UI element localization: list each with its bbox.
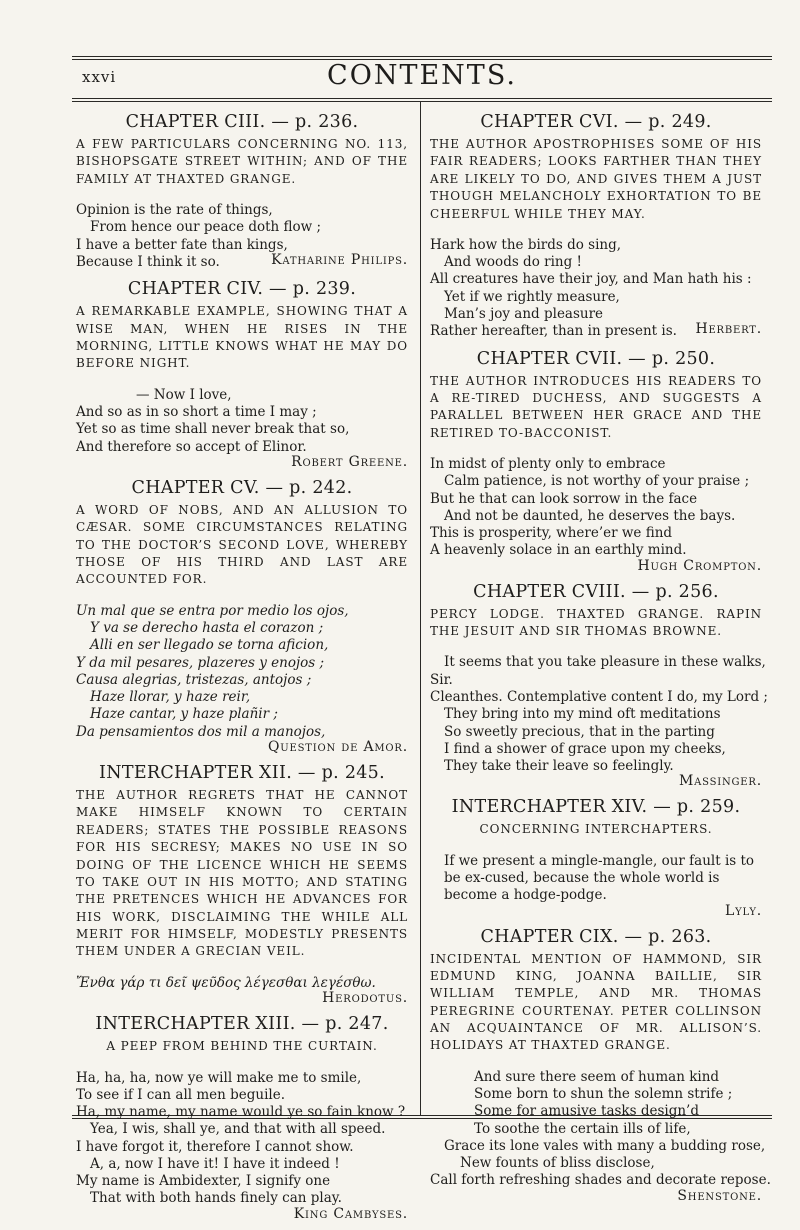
- chapter-title: CHAPTER CVI. — p. 249.: [480, 112, 712, 132]
- verse-line: And sure there seem of human kind: [474, 1068, 720, 1085]
- chapter-title: CHAPTER CIV. — p. 239.: [127, 279, 357, 300]
- epigraph: [76, 202, 408, 271]
- verse-line: Call forth refreshing shades and decorate repose.: [430, 1172, 771, 1189]
- verse-line: Cleanthes. Contemplative content I do, my Lord ;: [430, 689, 768, 706]
- verse-line: Un mal que se entra por medio los ojos,: [76, 602, 349, 619]
- chapter-title: INTERCHAPTER XIII. — p. 247.: [95, 1014, 389, 1035]
- verse-line: Da pensamientos dos mil a manojos,: [76, 723, 326, 740]
- chapter-argument: A PEEP FROM BEHIND THE CURTAIN.: [106, 1039, 378, 1054]
- epigraph: [76, 603, 408, 741]
- verse-line: From hence our peace doth flow ;: [90, 219, 322, 236]
- attribution: Robert Greene.: [291, 453, 408, 470]
- interchapter-13: [76, 1014, 408, 1222]
- verse-line: Ha, my name, my name would ye so fain know ?: [76, 1104, 406, 1121]
- verse-line: New founts of bliss disclose,: [460, 1155, 655, 1172]
- chapter-argument: THE AUTHOR APOSTROPHISES SOME OF HIS FAIR READERS; LOOKS FARTHER THAN THEY ARE LIKELY TO DO, AND GIVES THEM A JUST THOUGH MELANCHOLY EXHORTATION TO BE CHEERFUL WHILE THEY MAY.: [430, 137, 762, 221]
- verse-line: Sir.: [430, 671, 453, 688]
- verse-line: And therefore so accept of Elinor.: [76, 438, 307, 455]
- chapter-title: INTERCHAPTER XIV. — p. 259.: [451, 797, 741, 818]
- chapter-103: [76, 112, 408, 271]
- verse-line: Y da mil pesares, plazeres y enojos ;: [76, 654, 325, 671]
- verse-line: They bring into my mind oft meditations: [444, 706, 721, 723]
- attribution: Herodotus.: [322, 990, 408, 1007]
- chapter-argument: A FEW PARTICULARS CONCERNING NO. 113, BISHOPSGATE STREET WITHIN; AND OF THE FAMILY AT THAXTED GRANGE.: [76, 137, 408, 186]
- verse-line: — Now I love,: [136, 386, 232, 403]
- verse-line: I find a shower of grace upon my cheeks,: [444, 740, 726, 757]
- epigraph: [430, 853, 762, 905]
- verse-line: I have a better fate than kings,: [76, 236, 288, 253]
- chapter-argument: CONCERNING INTERCHAPTERS.: [479, 822, 713, 837]
- chapter-argument: THE AUTHOR REGRETS THAT HE CANNOT MAKE HIMSELF KNOWN TO CERTAIN READERS; STATES THE POSSIBLE REASONS FOR HIS SECRESY; MAKES NO USE IN SO DOING OF THE LICENCE WHICH HE SEEMS TO TAKE OUT IN HIS MOTTO; AND STATING THE PRETENCES WHICH HE ADVANCES FOR HIS WORK, DISCLAIMING THE WHILE ALL MERIT FOR HIMSELF, MODESTLY PRESENTS THEM UNDER A GRECIAN VEIL.: [76, 787, 408, 959]
- verse-line: Hark how the birds do sing,: [430, 236, 622, 253]
- attribution: Lyly.: [725, 902, 762, 919]
- verse-line: That with both hands finely can play.: [90, 1190, 342, 1207]
- verse-line: And woods do ring !: [444, 254, 582, 271]
- chapter-title: CHAPTER CVII. — p. 250.: [476, 348, 716, 369]
- verse-last-line: [430, 323, 762, 340]
- verse-line: Yet if we rightly measure,: [444, 288, 620, 305]
- verse-line: Haze llorar, y haze reir,: [90, 689, 251, 706]
- verse-line: Opinion is the rate of things,: [76, 202, 273, 219]
- attribution: Question de Amor.: [268, 738, 408, 755]
- verse-line: I have forgot it, therefore I cannot show.: [76, 1138, 354, 1155]
- attribution: Hugh Crompton.: [637, 557, 762, 574]
- verse-line: Ἔνθα γάρ τι δεῖ ψεῦδος λέγεσθαι λεγέσθω.: [76, 974, 376, 991]
- chapter-title: CHAPTER CIX. — p. 263.: [480, 926, 712, 947]
- verse-line: Some for amusive tasks design’d: [474, 1103, 699, 1120]
- verse-line: But he that can look sorrow in the face: [430, 490, 698, 507]
- column-divider: [420, 102, 421, 1115]
- interchapter-12: [76, 763, 408, 1006]
- attribution: Herbert.: [695, 321, 762, 338]
- verse-line: Causa alegrias, tristezas, antojos ;: [76, 671, 312, 688]
- chapter-105: [76, 478, 408, 755]
- chapter-109: [430, 926, 771, 1204]
- verse-line: To soothe the certain ills of life,: [474, 1120, 691, 1137]
- verse-line: Alli en ser llegado se torna aficion,: [90, 637, 329, 654]
- header-rule-inner: [72, 101, 772, 102]
- verse-line: Yet so as time shall never break that so,: [76, 421, 350, 438]
- epigraph: [430, 237, 762, 341]
- attribution: Shenstone.: [677, 1187, 762, 1204]
- top-rule: [72, 56, 772, 57]
- left-column: [76, 108, 408, 1230]
- chapter-106: [430, 112, 762, 341]
- verse-line: Calm patience, is not worthy of your praise ;: [444, 473, 750, 490]
- verse-line: A heavenly solace in an earthly mind.: [430, 542, 687, 559]
- attribution: King Cambyses.: [293, 1205, 408, 1222]
- chapter-title: INTERCHAPTER XII. — p. 245.: [99, 762, 385, 783]
- chapter-title: CHAPTER CVIII. — p. 256.: [473, 581, 719, 602]
- verse-line: Grace its lone vales with many a budding rose,: [444, 1137, 766, 1154]
- verse-line: A, a, now I have it! I have it indeed !: [90, 1155, 340, 1172]
- verse-line: It seems that you take pleasure in these walks,: [444, 654, 766, 671]
- verse-line: In midst of plenty only to embrace: [430, 456, 666, 473]
- verse-line: This is prosperity, where’er we find: [430, 525, 673, 542]
- chapter-107: [430, 349, 762, 574]
- verse-line: So sweetly precious, that in the parting: [444, 723, 715, 740]
- chapter-argument: INCIDENTAL MENTION OF HAMMOND, SIR EDMUND KING, JOANNA BAILLIE, SIR WILLIAM TEMPLE, AND MR. THOMAS PEREGRINE COURTENAY. PETER COLLINSON AN ACQUAINTANCE OF MR. ALLISON’S. HOLIDAYS AT THAXTED GRANGE.: [430, 951, 762, 1053]
- verse-line: Because I think it so.: [76, 253, 220, 270]
- chapter-argument: A REMARKABLE EXAMPLE, SHOWING THAT A WISE MAN, WHEN HE RISES IN THE MORNING, LITTLE KNOWS WHAT HE MAY DO BEFORE NIGHT.: [76, 304, 408, 371]
- header-rule: [72, 98, 772, 99]
- chapter-104: [76, 279, 408, 470]
- verse-line: Some born to shun the solemn strife ;: [474, 1086, 733, 1103]
- attribution: Katharine Philips.: [271, 251, 408, 268]
- epigraph: [76, 387, 408, 456]
- epigraph-prose: If we present a mingle-mangle, our fault is to be ex-cused, because the whole world is become a hodge-podge.: [444, 852, 755, 904]
- verse-line: Man’s joy and pleasure: [444, 306, 604, 323]
- verse-line: All creatures have their joy, and Man hath his :: [430, 271, 752, 288]
- verse-line: Haze cantar, y haze plañir ;: [90, 706, 278, 723]
- verse-line: Ha, ha, ha, now ye will make me to smile,: [76, 1069, 362, 1086]
- chapter-108: [430, 581, 768, 790]
- verse-line: And not be daunted, he deserves the bays.: [444, 507, 736, 524]
- page: [72, 56, 772, 1222]
- verse-line: My name is Ambidexter, I signify one: [76, 1173, 331, 1190]
- chapter-title: CHAPTER CV. — p. 242.: [131, 477, 353, 498]
- epigraph: [76, 1070, 408, 1208]
- epigraph: [430, 1068, 771, 1190]
- running-head: CONTENTS.: [327, 60, 517, 91]
- verse-line: To see if I can all men beguile.: [76, 1086, 286, 1103]
- interchapter-14: [430, 797, 762, 918]
- verse-line: They take their leave so feelingly.: [444, 758, 674, 775]
- chapter-argument: A WORD OF NOBS, AND AN ALLUSION TO CÆSAR. SOME CIRCUMSTANCES RELATING TO THE DOCTOR’S SECOND LOVE, WHEREBY THOSE OF HIS THIRD AND LAST ARE ACCOUNTED FOR.: [76, 502, 408, 587]
- epigraph: [430, 654, 768, 775]
- attribution: Massinger.: [678, 773, 762, 790]
- chapter-argument: THE AUTHOR INTRODUCES HIS READERS TO A RE-TIRED DUCHESS, AND SUGGESTS A PARALLEL BETWEEN HER GRACE AND THE RETIRED TO-BACCONIST.: [430, 373, 762, 440]
- epigraph: [430, 456, 762, 560]
- verse-last-line: [76, 251, 408, 271]
- right-column: [430, 108, 771, 1212]
- page-number: xxvi: [82, 68, 117, 86]
- verse-line: Yea, I wis, shall ye, and that with all speed.: [90, 1121, 386, 1138]
- chapter-title: CHAPTER CIII. — p. 236.: [125, 112, 359, 132]
- verse-line: Rather hereafter, than in present is.: [430, 323, 677, 340]
- verse-line: And so as in so short a time I may ;: [76, 404, 317, 421]
- chapter-argument: PERCY LODGE. THAXTED GRANGE. RAPIN THE JESUIT AND SIR THOMAS BROWNE.: [430, 606, 762, 639]
- verse-line: Y va se derecho hasta el corazon ;: [90, 620, 324, 637]
